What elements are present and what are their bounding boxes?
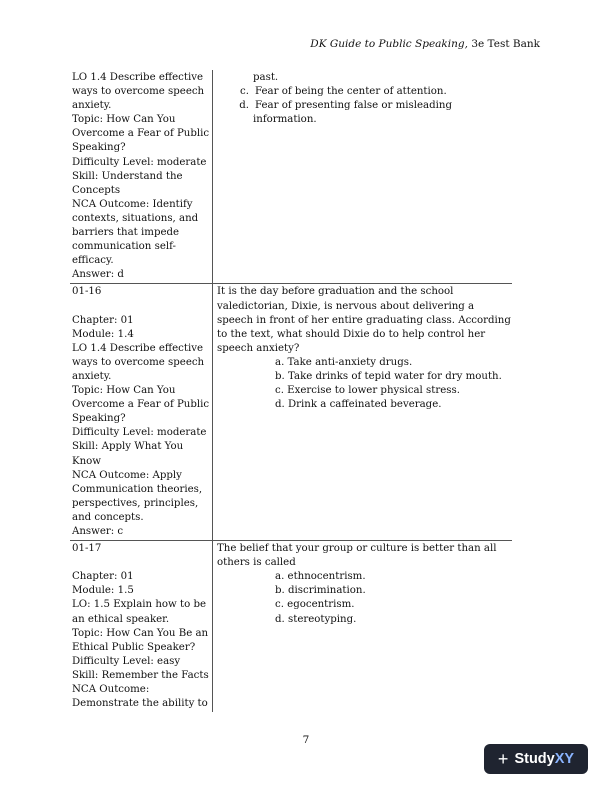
answer-choice-continued: past. xyxy=(253,72,279,83)
metadata-line: Concepts xyxy=(72,184,121,196)
metadata-line: anxiety. xyxy=(72,100,112,112)
studyxy-badge[interactable] xyxy=(484,744,588,774)
metadata-line: Topic: How Can You xyxy=(72,114,176,126)
answer-choice xyxy=(231,99,512,113)
answer-choice: d. stereotyping. xyxy=(275,613,357,625)
book-title: DK Guide to Public Speaking, xyxy=(310,38,468,50)
answer-choice-list xyxy=(217,71,512,127)
metadata-line: Speaking? xyxy=(72,413,126,425)
metadata-line: Topic: How Can You Be an xyxy=(72,627,209,639)
metadata-line: efficacy. xyxy=(72,255,114,267)
choice-text: Fear of presenting false or misleading xyxy=(255,100,452,112)
metadata-line: Demonstrate the ability to xyxy=(72,698,208,710)
metadata-cell xyxy=(70,70,213,283)
metadata-line: Skill: Remember the Facts xyxy=(72,669,209,681)
table-row xyxy=(70,541,512,712)
metadata-line xyxy=(72,556,212,570)
metadata-cell xyxy=(70,541,213,712)
metadata-line: Skill: Apply What You xyxy=(72,441,184,453)
metadata-line: Overcome a Fear of Public xyxy=(72,399,210,411)
metadata-line: Difficulty Level: easy xyxy=(72,655,181,667)
answer-choice: c. Exercise to lower physical stress. xyxy=(275,385,460,397)
metadata-line: NCA Outcome: Apply xyxy=(72,469,182,481)
metadata-line: Know xyxy=(72,455,102,467)
question-line: to the text, what should Dixie do to help control her xyxy=(217,328,486,340)
answer-choice: a. Take anti-anxiety drugs. xyxy=(275,356,413,368)
running-header xyxy=(310,38,540,50)
choice-letter: d. xyxy=(239,100,249,112)
question-line: It is the day before graduation and the school xyxy=(217,286,454,298)
answer-choice: c. egocentrism. xyxy=(275,599,355,611)
page-number: 7 xyxy=(302,734,310,746)
metadata-line: barriers that impede xyxy=(72,227,180,239)
metadata-line: Communication theories, xyxy=(72,483,203,495)
metadata-line: Topic: How Can You xyxy=(72,385,176,397)
plus-icon: + xyxy=(497,749,509,769)
metadata-line: contexts, situations, and xyxy=(72,212,199,224)
question-line: The belief that your group or culture is better than all xyxy=(217,543,497,555)
metadata-line: Chapter: 01 xyxy=(72,314,134,326)
metadata-line: NCA Outcome: xyxy=(72,684,150,696)
answer-choice: a. ethnocentrism. xyxy=(275,571,366,583)
metadata-line: Answer: c xyxy=(72,526,124,537)
metadata-cell xyxy=(70,284,213,540)
question-line: others is called xyxy=(217,557,296,569)
answer-choice-continued: information. xyxy=(253,114,317,126)
answer-choice: b. Take drinks of tepid water for dry mouth. xyxy=(275,370,502,382)
metadata-line: NCA Outcome: Identify xyxy=(72,198,193,210)
metadata-line: Answer: d xyxy=(72,269,124,281)
brand-study: Study xyxy=(514,751,555,767)
question-line: speech in front of her entire graduating class. According xyxy=(217,314,511,326)
choice-text: Fear of being the center of attention. xyxy=(255,86,447,98)
metadata-line: Difficulty Level: moderate xyxy=(72,156,207,168)
table-row xyxy=(70,284,512,541)
brand-xy: XY xyxy=(554,751,575,767)
metadata-line: ways to overcome speech xyxy=(72,86,205,98)
metadata-line: ways to overcome speech xyxy=(72,356,205,368)
metadata-line: LO 1.4 Describe effective xyxy=(72,342,203,354)
metadata-line: Module: 1.5 xyxy=(72,585,134,597)
metadata-line: Difficulty Level: moderate xyxy=(72,427,207,439)
metadata-line: Chapter: 01 xyxy=(72,571,134,583)
metadata-line: and concepts. xyxy=(72,511,144,523)
metadata-line: LO: 1.5 Explain how to be xyxy=(72,599,206,611)
book-edition: 3e Test Bank xyxy=(471,38,540,50)
question-line: valedictorian, Dixie, is nervous about delivering a xyxy=(217,300,475,312)
answer-choice xyxy=(231,85,512,99)
question-cell xyxy=(213,541,512,712)
question-line: speech anxiety? xyxy=(217,342,300,354)
question-table xyxy=(70,70,512,712)
metadata-line: communication self- xyxy=(72,241,176,253)
metadata-line: LO 1.4 Describe effective xyxy=(72,72,203,83)
metadata-line: anxiety. xyxy=(72,370,112,382)
metadata-line: Overcome a Fear of Public xyxy=(72,128,210,140)
metadata-line: Module: 1.4 xyxy=(72,328,134,340)
answer-choice: b. discrimination. xyxy=(275,585,366,597)
metadata-line xyxy=(72,300,212,314)
choice-letter: c. xyxy=(240,86,249,98)
table-row xyxy=(70,70,512,284)
metadata-line: 01-17 xyxy=(72,543,102,555)
metadata-line: 01-16 xyxy=(72,286,102,298)
metadata-line: an ethical speaker. xyxy=(72,613,170,625)
metadata-line: Speaking? xyxy=(72,142,126,154)
question-cell xyxy=(213,70,512,283)
metadata-line: perspectives, principles, xyxy=(72,497,199,509)
question-cell xyxy=(213,284,512,540)
metadata-line: Skill: Understand the xyxy=(72,170,183,182)
answer-choice: d. Drink a caffeinated beverage. xyxy=(275,399,442,411)
metadata-line: Ethical Public Speaker? xyxy=(72,641,196,653)
